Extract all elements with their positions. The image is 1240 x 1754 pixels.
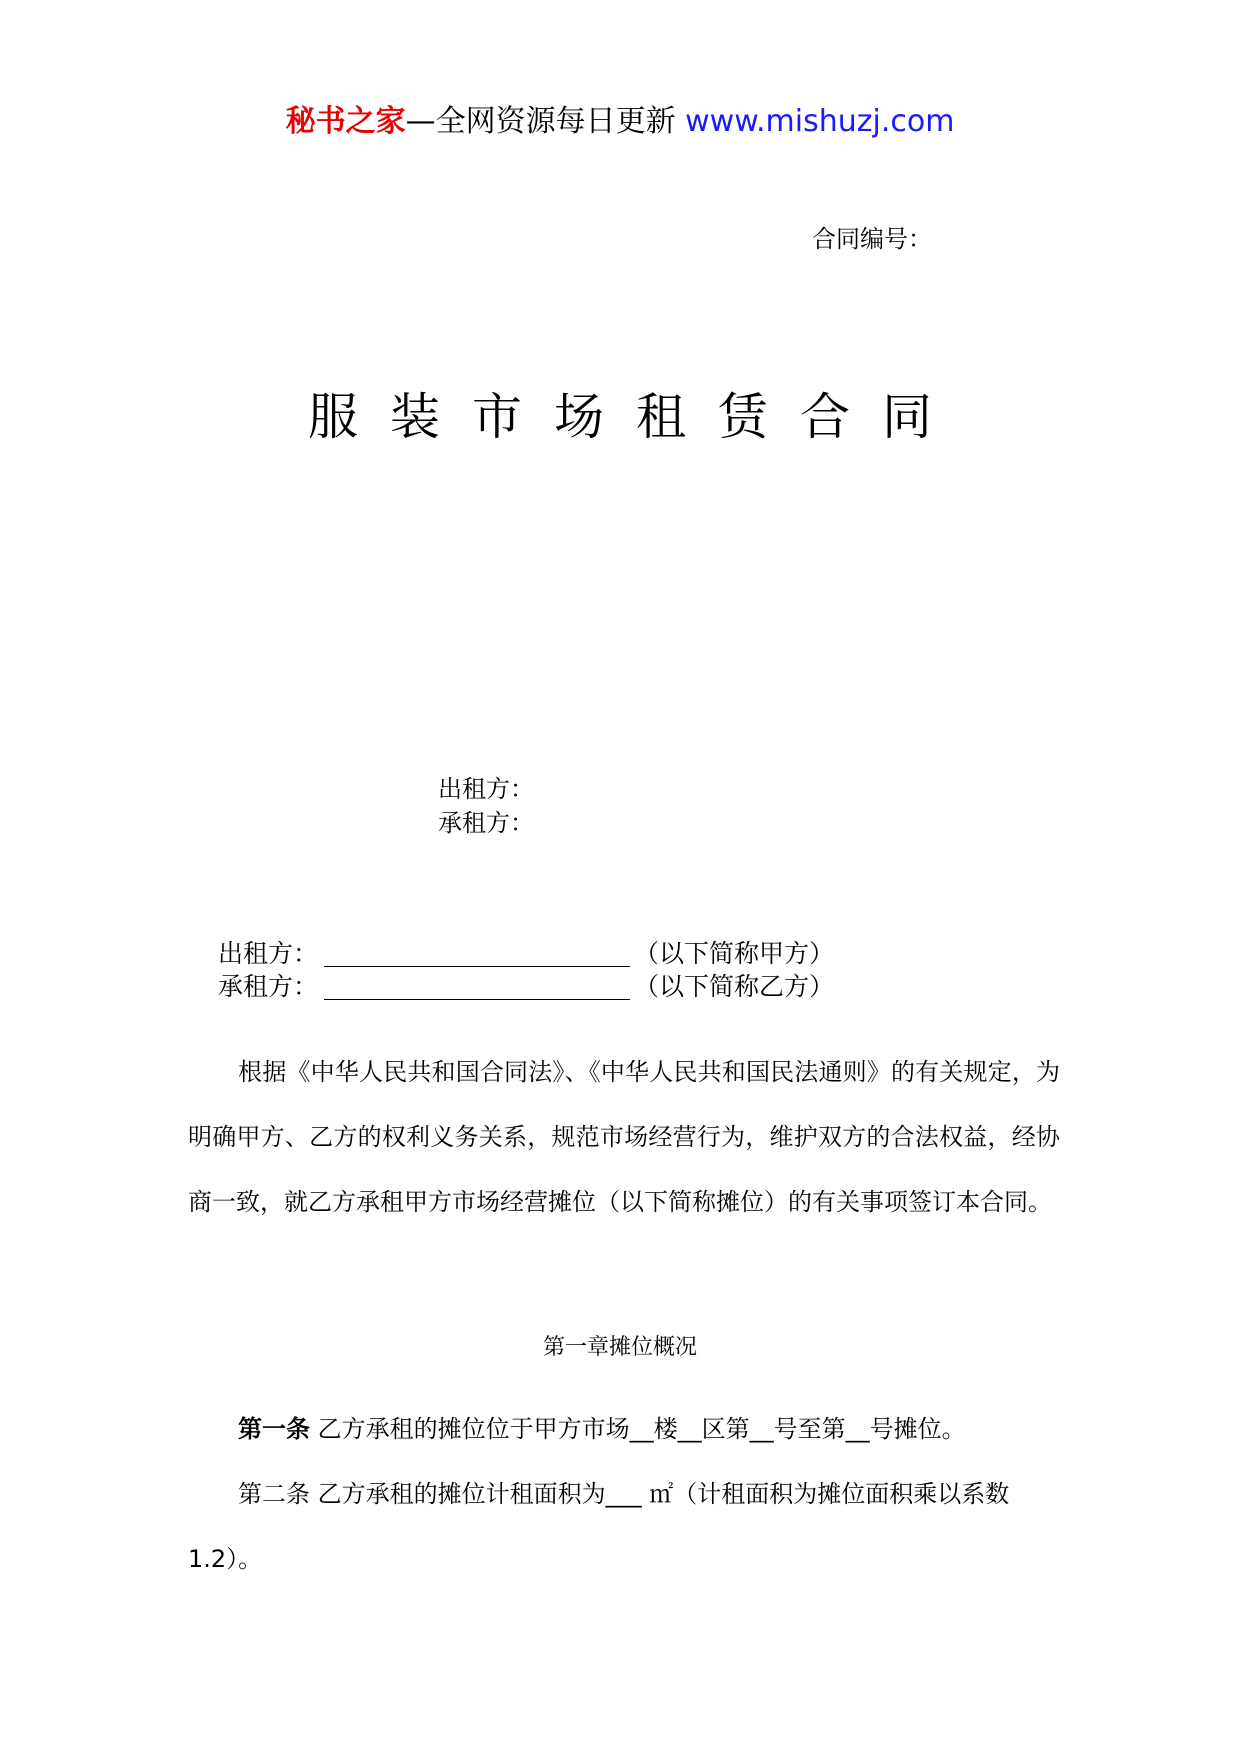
lessee-label: 承租方： xyxy=(218,972,319,1001)
header-banner xyxy=(0,100,1240,144)
contract-number-label: 合同编号： xyxy=(812,225,932,253)
cover-lessor-label: 出租方： xyxy=(438,775,534,803)
lessee-line xyxy=(218,970,834,1004)
article-2-text: 乙方承租的摊位计租面积为___ ㎡（计租面积为摊位面积乘以系数1.2）。 xyxy=(188,1480,1010,1573)
chapter-1-heading: 第一章摊位概况 xyxy=(542,1335,697,1360)
article-2 xyxy=(188,1462,1060,1592)
article-1-label: 第一条 xyxy=(238,1415,310,1443)
lessor-name-blank[interactable] xyxy=(324,941,630,967)
cover-lessee-label: 承租方： xyxy=(438,809,534,837)
site-url-link[interactable]: www.mishuzj.com xyxy=(685,104,955,139)
article-2-label: 第二条 xyxy=(238,1480,310,1508)
lessor-suffix: （以下简称甲方） xyxy=(634,939,835,968)
lessor-line xyxy=(218,937,834,971)
article-1 xyxy=(188,1397,1060,1462)
lessee-suffix: （以下简称乙方） xyxy=(634,972,835,1001)
article-1-text: 乙方承租的摊位位于甲方市场__楼__区第__号至第__号摊位。 xyxy=(310,1415,966,1443)
lessor-label: 出租方： xyxy=(218,939,319,968)
preamble-paragraph xyxy=(188,1040,1060,1235)
lessee-name-blank[interactable] xyxy=(324,974,630,1000)
preamble-text: 根据《中华人民共和国合同法》、《中华人民共和国民法通则》的有关规定，为明确甲方、乙方的权利义务关系，规范市场经营行为，维护双方的合法权益，经协商一致，就乙方承租甲方市场经营摊位（以下简称摊位）的有关事项签订本合同。 xyxy=(188,1058,1060,1216)
header-tagline: —全网资源每日更新 xyxy=(405,104,686,139)
brand-name: 秘书之家 xyxy=(285,104,406,139)
document-title: 服装市场租赁合同 xyxy=(308,388,964,446)
